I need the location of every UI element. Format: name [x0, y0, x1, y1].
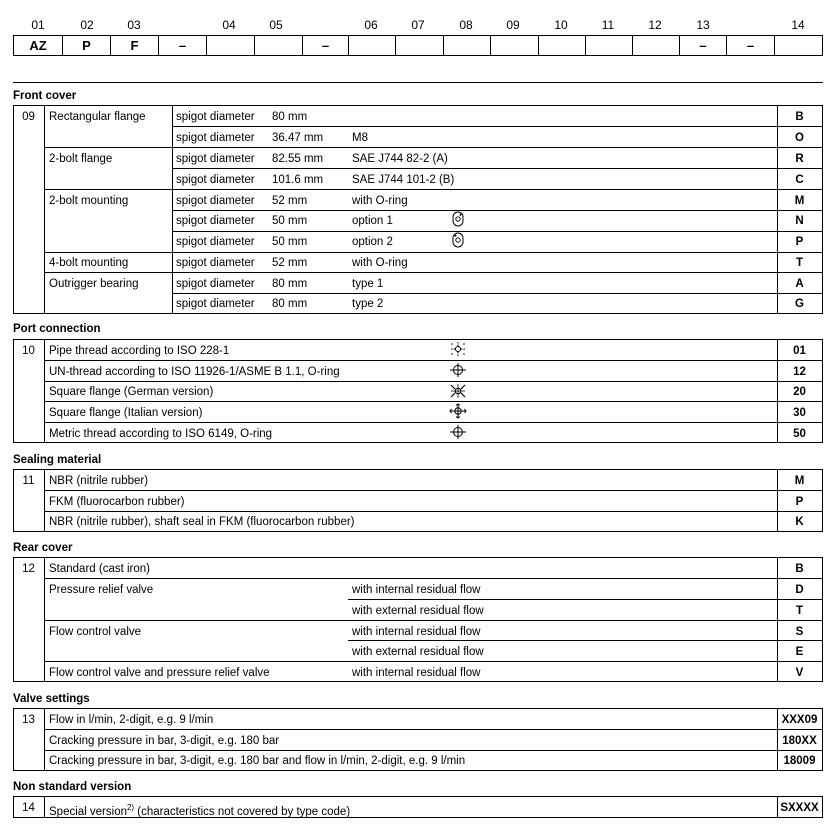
group-label: Flow control valve and pressure relief valve — [49, 667, 270, 679]
code-box-13: – — [679, 35, 726, 56]
option-code: 30 — [793, 407, 806, 419]
spigot-label: spigot diameter — [176, 174, 255, 186]
row-label: Cracking pressure in bar, 3-digit, e.g. 180 bar — [49, 735, 280, 747]
section-number: 11 — [22, 475, 35, 487]
code-box-12 — [632, 35, 679, 56]
spigot-diameter: 101.6 mm — [272, 174, 324, 186]
section-title-valve-settings: Valve settings — [13, 693, 90, 705]
option-code: M — [794, 195, 805, 207]
spigot-diameter: 80 mm — [272, 298, 308, 310]
group-label: Outrigger bearing — [49, 278, 139, 290]
option-code: R — [795, 153, 804, 165]
row-label: Square flange (German version) — [49, 386, 214, 398]
section-number: 09 — [22, 111, 35, 123]
row-note: with O-ring — [352, 195, 408, 207]
code-box-10 — [538, 35, 585, 56]
row-label: Square flange (Italian version) — [49, 407, 203, 419]
code-box-separator: – — [726, 35, 774, 56]
row-label: Metric thread according to ISO 6149, O-ring — [49, 428, 273, 440]
option-code: 20 — [793, 386, 806, 398]
row-note: option 1 — [352, 215, 393, 227]
row-label — [49, 801, 350, 819]
option-code: O — [795, 132, 804, 144]
column-number: 04 — [222, 18, 236, 32]
code-box-06 — [348, 35, 395, 56]
row-note: SAE J744 82-2 (A) — [352, 153, 448, 165]
option-code: N — [795, 215, 804, 227]
row-label: NBR (nitrile rubber), shaft seal in FKM (fluorocarbon rubber) — [49, 516, 355, 528]
special-version-note: (characteristics not covered by type code) — [134, 805, 351, 818]
row-note: type 2 — [352, 298, 384, 310]
option-code: 180XX — [782, 735, 817, 747]
column-number: 12 — [648, 18, 662, 32]
section-number: 12 — [22, 563, 35, 575]
column-number: 08 — [459, 18, 473, 32]
column-number: 02 — [80, 18, 94, 32]
group-label: Rectangular flange — [49, 111, 146, 123]
code-box-01: AZ — [13, 35, 62, 56]
option-code: 18009 — [783, 755, 816, 767]
column-number: 09 — [506, 18, 520, 32]
spigot-label: spigot diameter — [176, 278, 255, 290]
group-label: 4-bolt mounting — [49, 257, 129, 269]
option-code: P — [795, 236, 804, 248]
spigot-diameter: 80 mm — [272, 111, 308, 123]
spigot-label: spigot diameter — [176, 132, 255, 144]
section-number: 13 — [22, 714, 35, 726]
code-box-09 — [490, 35, 538, 56]
un-thread-port-icon — [449, 362, 467, 378]
row-detail: with internal residual flow — [352, 584, 481, 596]
option-code: B — [795, 563, 804, 575]
column-number: 14 — [791, 18, 805, 32]
spigot-diameter: 82.55 mm — [272, 153, 324, 165]
section-title-non-standard: Non standard version — [13, 781, 132, 793]
metric-thread-port-icon — [449, 424, 467, 440]
spigot-label: spigot diameter — [176, 195, 255, 207]
code-box-separator: – — [158, 35, 206, 56]
group-label: Standard (cast iron) — [49, 563, 150, 575]
code-box-07 — [395, 35, 443, 56]
row-note: option 2 — [352, 236, 393, 248]
section-number: 14 — [22, 802, 35, 814]
option-code: P — [795, 496, 804, 508]
option-code: T — [795, 605, 804, 617]
section-title-port-connection: Port connection — [13, 323, 101, 335]
row-note: with O-ring — [352, 257, 408, 269]
spigot-diameter: 80 mm — [272, 278, 308, 290]
option-code: V — [795, 667, 804, 679]
code-box-08 — [443, 35, 490, 56]
row-label: NBR (nitrile rubber) — [49, 475, 149, 487]
column-number: 03 — [127, 18, 141, 32]
square-flange-italian-icon — [449, 403, 467, 419]
option-code: D — [795, 584, 804, 596]
row-label: UN-thread according to ISO 11926-1/ASME B 1.1, O-ring — [49, 366, 340, 378]
section-title-rear-cover: Rear cover — [13, 542, 73, 554]
option-code: B — [795, 111, 804, 123]
row-detail: with internal residual flow — [352, 667, 481, 679]
column-number: 10 — [554, 18, 568, 32]
option-code: S — [795, 626, 804, 638]
column-number: 05 — [269, 18, 283, 32]
footnote-marker: 2) — [126, 803, 135, 812]
section-title-sealing-material: Sealing material — [13, 454, 102, 466]
option-code: G — [795, 298, 804, 310]
option-code: M — [794, 475, 805, 487]
row-detail: with internal residual flow — [352, 626, 481, 638]
code-box-02: P — [62, 35, 110, 56]
group-label: Flow control valve — [49, 626, 142, 638]
column-number: 06 — [364, 18, 378, 32]
spigot-label: spigot diameter — [176, 153, 255, 165]
mounting-option-2-icon — [449, 232, 467, 248]
option-code: 01 — [793, 345, 806, 357]
spigot-diameter: 50 mm — [272, 215, 308, 227]
option-code: C — [795, 174, 804, 186]
pipe-thread-port-icon — [449, 341, 467, 357]
spigot-label: spigot diameter — [176, 111, 255, 123]
spigot-diameter: 50 mm — [272, 236, 308, 248]
row-label: Pipe thread according to ISO 228-1 — [49, 345, 230, 357]
row-label: FKM (fluorocarbon rubber) — [49, 496, 185, 508]
code-box-11 — [585, 35, 632, 56]
row-label: Flow in l/min, 2-digit, e.g. 9 l/min — [49, 714, 214, 726]
group-label: Pressure relief valve — [49, 584, 154, 596]
spigot-diameter: 52 mm — [272, 257, 308, 269]
option-code: XXX09 — [781, 714, 818, 726]
group-label: 2-bolt flange — [49, 153, 113, 165]
spigot-label: spigot diameter — [176, 236, 255, 248]
header-rule — [13, 82, 823, 83]
option-code: E — [795, 646, 804, 658]
column-number: 07 — [411, 18, 425, 32]
row-note: SAE J744 101-2 (B) — [352, 174, 455, 186]
square-flange-german-icon — [449, 383, 467, 399]
option-code: SXXXX — [780, 802, 819, 814]
section-title-front-cover: Front cover — [13, 90, 77, 102]
option-code: A — [795, 278, 804, 290]
row-detail: with external residual flow — [352, 646, 484, 658]
option-code: T — [795, 257, 804, 269]
option-code: 12 — [793, 366, 806, 378]
row-note: type 1 — [352, 278, 384, 290]
row-note: M8 — [352, 132, 368, 144]
mounting-option-1-icon — [449, 211, 467, 227]
spigot-label: spigot diameter — [176, 215, 255, 227]
option-code: K — [795, 516, 804, 528]
row-label: Cracking pressure in bar, 3-digit, e.g. 180 bar and flow in l/min, 2-digit, e.g. 9 l/min — [49, 755, 466, 767]
code-box-04 — [206, 35, 254, 56]
code-box-separator: – — [302, 35, 348, 56]
row-detail: with external residual flow — [352, 605, 484, 617]
column-number: 13 — [696, 18, 710, 32]
column-number: 11 — [601, 18, 615, 32]
group-label: 2-bolt mounting — [49, 195, 129, 207]
spigot-diameter: 36.47 mm — [272, 132, 324, 144]
special-version-label: Special version — [49, 805, 127, 818]
spigot-label: spigot diameter — [176, 257, 255, 269]
section-number: 10 — [22, 345, 35, 357]
code-box-05 — [254, 35, 302, 56]
code-box-14 — [774, 35, 823, 56]
option-code: 50 — [793, 428, 806, 440]
column-number: 01 — [31, 18, 45, 32]
spigot-label: spigot diameter — [176, 298, 255, 310]
code-box-03: F — [110, 35, 158, 56]
spigot-diameter: 52 mm — [272, 195, 308, 207]
